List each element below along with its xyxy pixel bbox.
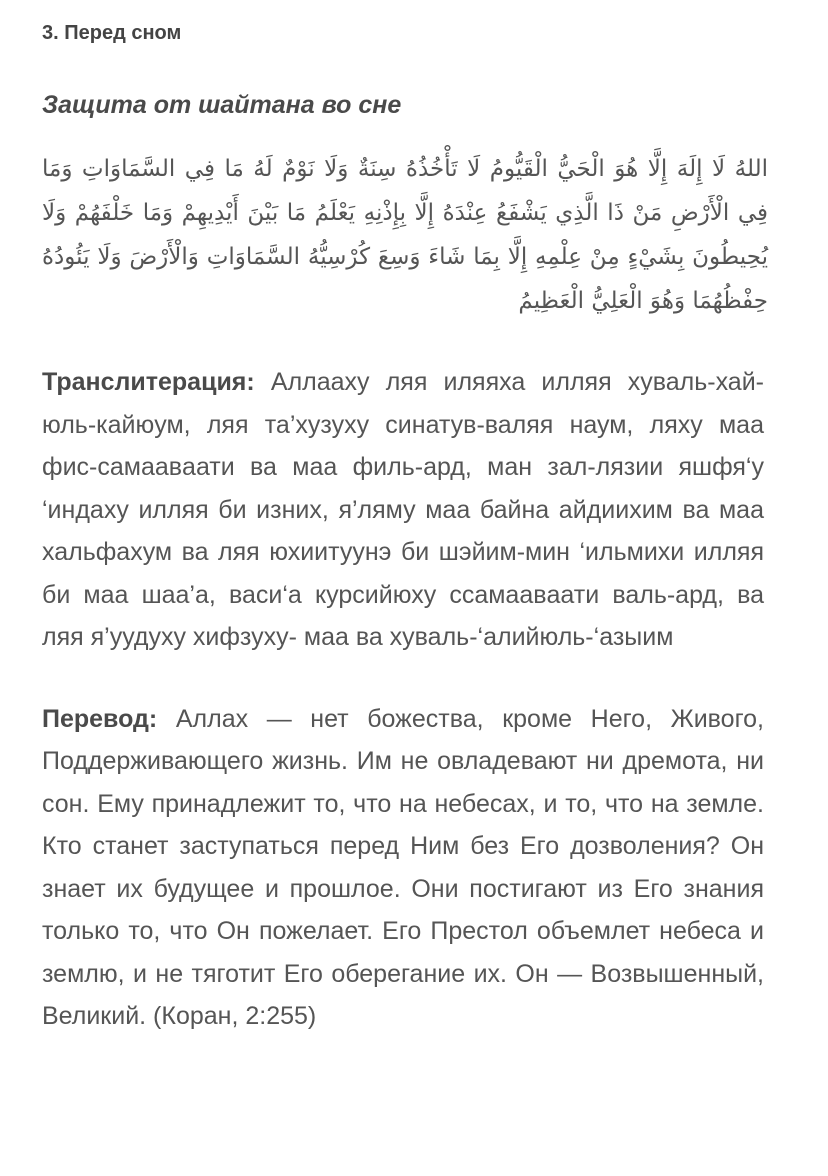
transliteration-paragraph <box>42 361 764 659</box>
translation-label: Перевод: <box>42 704 158 733</box>
transliteration-text: Аллааху ляя иляяха илляя хуваль-хай-юль-кайюум, ляя та’хузуху синатув-валяя наум, ляху маа фис-самаавaати ва маа филь-ард, ман зал-лязии яшфя‘у ‘индаху илляя би изних, я’ляму маа байна айдиихим ва маа хальфахум ва ляя юхиитуунэ би шэйим-мин ‘ильмихи илляя би маа шаа’а, васи‘а курсийюху ссамаавaати валь-ард, ва ляя я’уудуху хифзуху- маа ва хуваль-‘алийюль-‘азыим <box>42 368 765 651</box>
arabic-verse: اللهُ لَا إِلَهَ إِلَّا هُوَ الْحَيُّ الْقَيُّومُ لَا تَأْخُذُهُ سِنَةٌ وَلَا نَوْمٌ لَهُ مَا فِي السَّمَاوَاتِ وَمَا فِي الْأَرْضِ مَنْ ذَا الَّذِي يَشْفَعُ عِنْدَهُ إِلَّا بِإِذْنِهِ يَعْلَمُ مَا بَيْنَ أَيْدِيهِمْ وَمَا خَلْفَهُمْ وَلَا يُحِيطُونَ بِشَيْءٍ مِنْ عِلْمِهِ إِلَّا بِمَا شَاءَ وَسِعَ كُرْسِيُّهُ السَّمَاوَاتِ وَالْأَرْضَ وَلَا يَئُودُهُ حِفْظُهُمَا وَهُوَ الْعَلِيُّ الْعَظِيمُ <box>42 156 768 314</box>
transliteration-label: Транслитерация: <box>42 368 255 396</box>
translation-paragraph <box>42 698 764 1038</box>
dua-title: Защита от шайтана во сне <box>42 91 402 119</box>
article-content <box>42 18 768 1038</box>
section-heading: 3. Перед сном <box>42 22 182 44</box>
translation-text: Аллах — нет божества, кроме Него, Живого, Поддерживающего жизнь. Им не овладевают ни дремота, ни сон. Ему принадлежит то, что на небесах, и то, что на земле. Кто станет заступаться перед Ним без Его дозволения? Он знает их будущее и прошлое. Они постигают из Его знания только то, что Он пожелает. Его Престол объемлет небеса и землю, и не тяготит Его оберегание их. Он — Возвышенный, Великий. (Коран, 2:255) <box>42 704 764 1030</box>
